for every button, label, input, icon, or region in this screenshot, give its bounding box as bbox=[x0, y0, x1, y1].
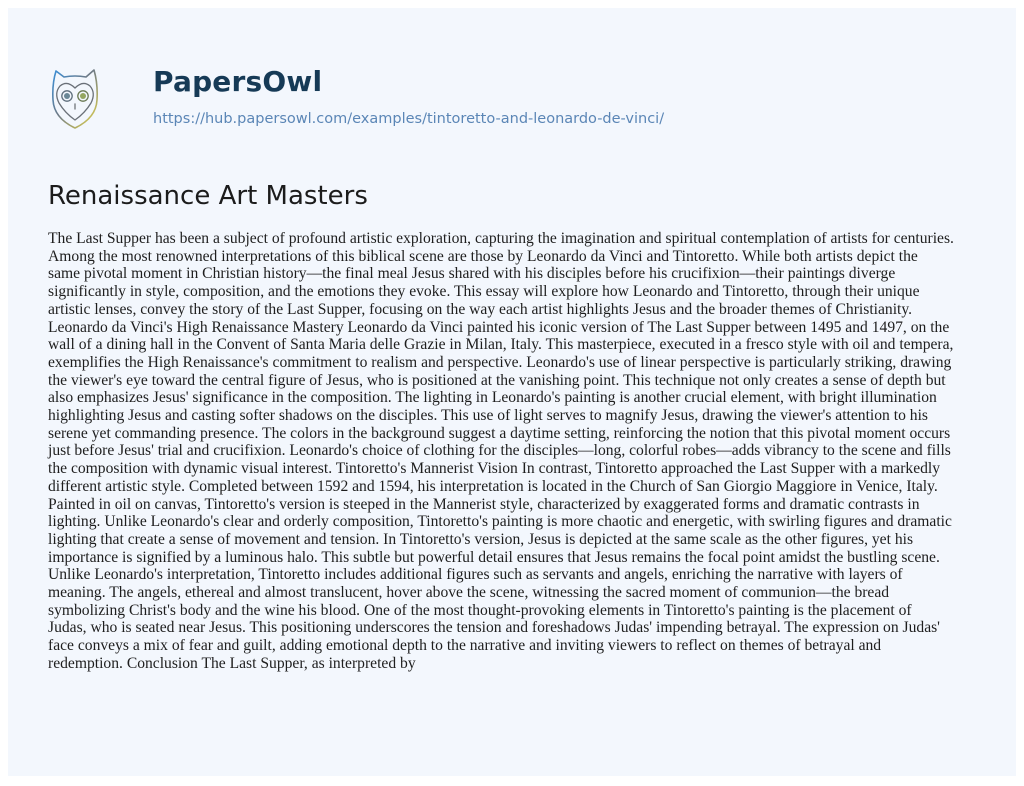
text-line: lighting that create a sense of movement and tension. In Tintoretto's version, Jesus is depicted at the same scale as the other figures, yet his bbox=[48, 530, 914, 548]
text-line: just before Jesus' trial and crucifixion. Leonardo's choice of clothing for the disciples—long, colorful robes—adds vibrancy to the scene and fills bbox=[48, 442, 951, 460]
text-line: artistic lenses, convey the story of the Last Supper, focusing on the way each artist highlights Jesus and the broader themes of Christianity. bbox=[48, 300, 913, 318]
document-card bbox=[8, 8, 1016, 776]
text-line: different artistic style. Completed between 1592 and 1594, his interpretation is located in the Church of San Giorgio Maggiore in Venice, Italy. bbox=[48, 477, 938, 495]
text-line: serene yet commanding presence. The colors in the background suggest a daytime setting, reinforcing the notion that this pivotal moment occurs bbox=[48, 424, 951, 442]
text-line: exemplifies the High Renaissance's commitment to realism and perspective. Leonardo's use of linear perspective is particularly striking, drawing bbox=[48, 353, 952, 371]
text-line: lighting. Unlike Leonardo's clear and orderly composition, Tintoretto's painting is more chaotic and energetic, with swirling figures and dramatic bbox=[48, 513, 952, 531]
text-line: The Last Supper has been a subject of profound artistic exploration, capturing the imagination and spiritual contemplation of artists for centuries. bbox=[48, 230, 954, 247]
text-line: highlighting Jesus and casting softer shadows on the disciples. This use of light serves to magnify Jesus, drawing the viewer's attention to his bbox=[48, 407, 928, 425]
text-line: symbolizing Christ's body and the wine his blood. One of the most thought-provoking elements in Tintoretto's painting is the placement of bbox=[48, 601, 912, 619]
text-line: Leonardo da Vinci's High Renaissance Mastery Leonardo da Vinci painted his iconic version of The Last Supper between 1495 and 1497, on the bbox=[48, 318, 950, 336]
text-line: meaning. The angels, ethereal and almost translucent, hover above the scene, witnessing the sacred moment of communion—the bread bbox=[48, 584, 890, 602]
text-line: same pivotal moment in Christian history—the final meal Jesus shared with his disciples before his crucifixion—their paintings diverge bbox=[48, 265, 896, 283]
text-line: also emphasizes Jesus' significance in the composition. The lighting in Leonardo's painting is another crucial element, with bright illumination bbox=[48, 389, 937, 407]
owl-logo-icon bbox=[50, 66, 100, 132]
brand-name[interactable]: PapersOwl bbox=[153, 65, 323, 98]
site-header bbox=[8, 8, 1016, 150]
text-line: wall of a dining hall in the Convent of Santa Maria delle Grazie in Milan, Italy. This masterpiece, executed in a fresco style with oil and tempera, bbox=[48, 336, 954, 354]
page-title: Renaissance Art Masters bbox=[48, 181, 368, 211]
text-line: Judas, who is seated near Jesus. This positioning underscores the tension and foreshadows Judas' impending betrayal. The expression on Judas' bbox=[48, 619, 940, 637]
text-line: the composition with dynamic visual interest. Tintoretto's Mannerist Vision In contrast, Tintoretto approached the Last Supper with a markedly bbox=[48, 460, 941, 478]
text-line: the viewer's eye toward the central figure of Jesus, who is positioned at the vanishing point. This technique not only creates a sense of depth but bbox=[48, 371, 946, 389]
source-url-link[interactable]: https://hub.papersowl.com/examples/tintoretto-and-leonardo-de-vinci/ bbox=[153, 111, 665, 127]
text-line: importance is signified by a luminous halo. This subtle but powerful detail ensures that Jesus remains the focal point amidst the bustling scene. bbox=[48, 548, 940, 566]
text-line: Among the most renowned interpretations of this biblical scene are those by Leonardo da Vinci and Tintoretto. While both artists depict the bbox=[48, 247, 918, 265]
text-line: redemption. Conclusion The Last Supper, as interpreted by bbox=[48, 654, 416, 672]
essay-body bbox=[48, 230, 1018, 673]
text-line: Unlike Leonardo's interpretation, Tintoretto includes additional figures such as servants and angels, enriching the narrative with layers of bbox=[48, 566, 903, 584]
text-line: Painted in oil on canvas, Tintoretto's version is steeped in the Mannerist style, characterized by exaggerated forms and dramatic contrasts in bbox=[48, 495, 920, 513]
text-line: face conveys a mix of fear and guilt, adding emotional depth to the narrative and inviting viewers to reflect on themes of betrayal and bbox=[48, 637, 882, 655]
text-line: significantly in style, composition, and the emotions they evoke. This essay will explore how Leonardo and Tintoretto, through their unique bbox=[48, 283, 920, 301]
